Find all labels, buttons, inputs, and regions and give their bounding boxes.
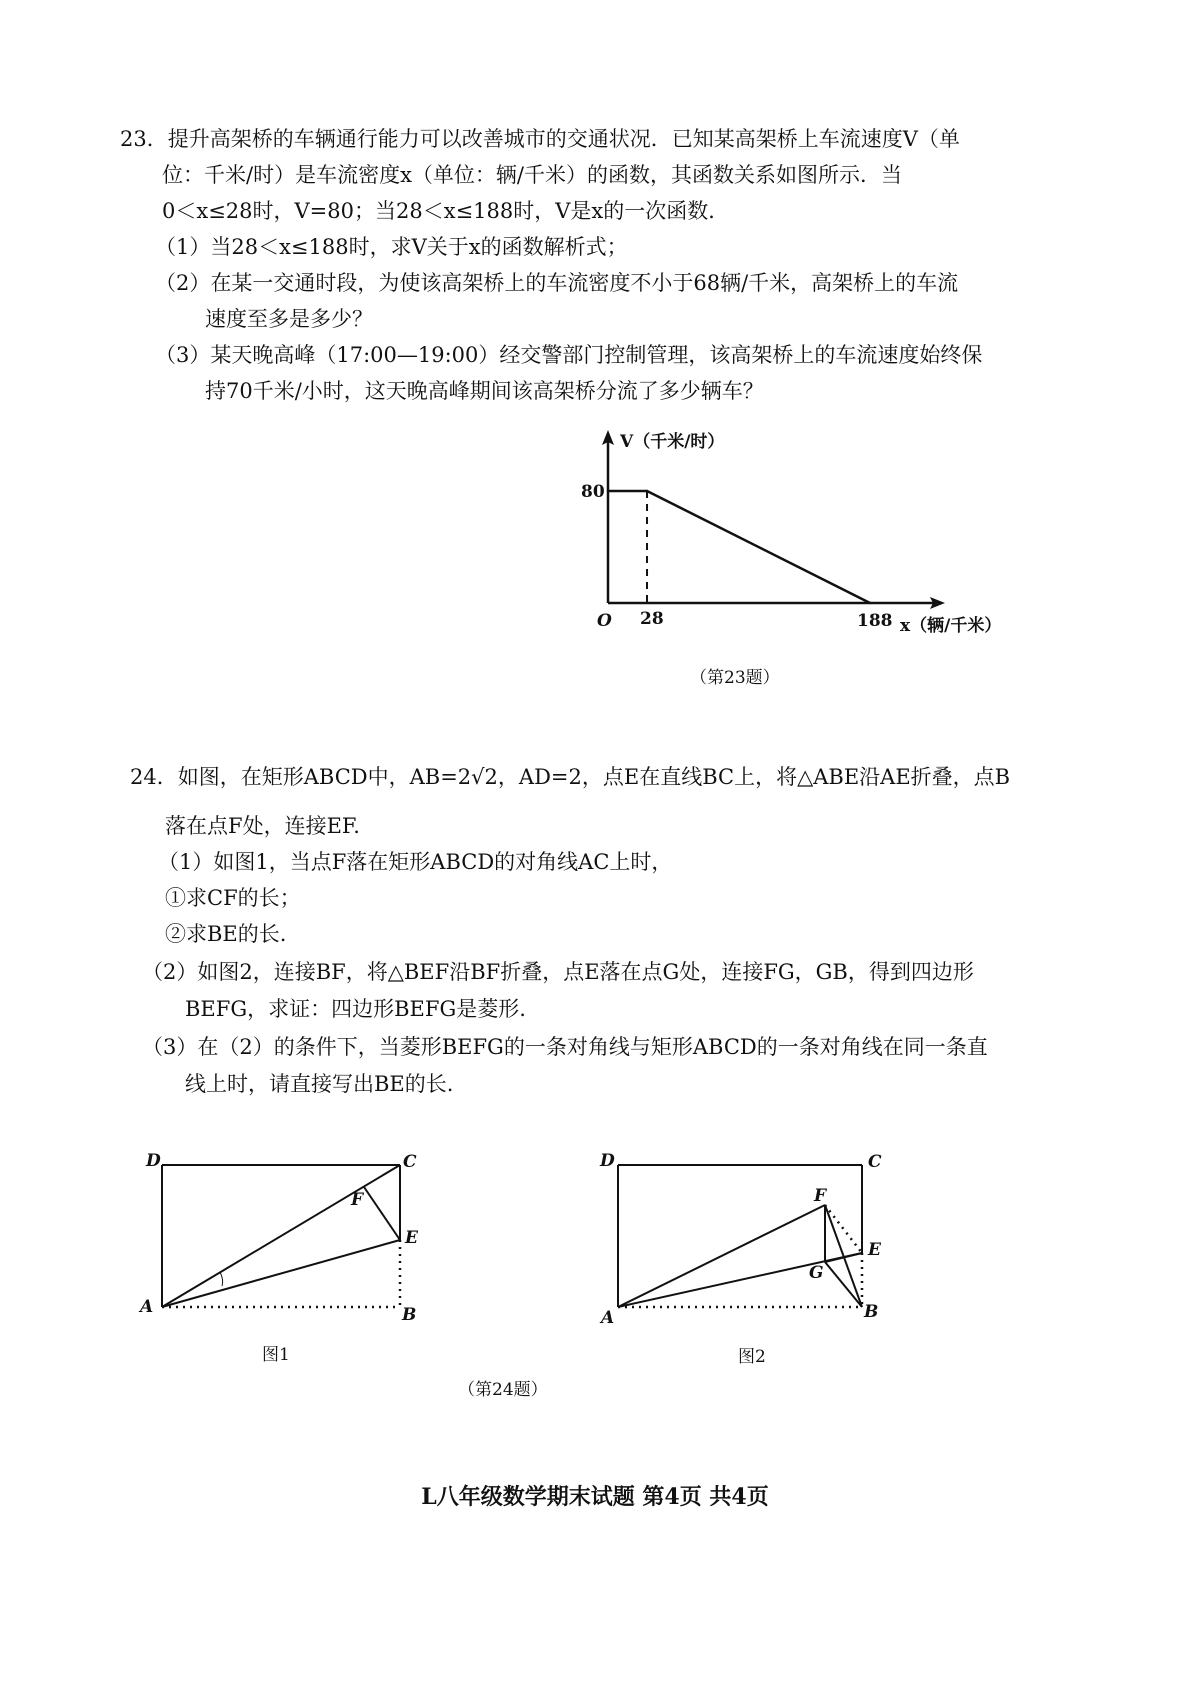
fig2-label-e: E bbox=[868, 1240, 881, 1260]
q24-line-1: 24．如图，在矩形ABCD中，AB=2√2，AD=2，点E在直线BC上，将△ABE沿AE折叠，点B bbox=[130, 765, 1011, 789]
q23-part-2-cont: 速度至多是多少？ bbox=[205, 307, 373, 331]
fig2-label-b: B bbox=[864, 1302, 879, 1322]
q24-part-2-cont: BEFG，求证：四边形BEFG是菱形. bbox=[185, 997, 526, 1021]
fig1-caption: 图1 bbox=[262, 1345, 290, 1365]
fig2-caption: 图2 bbox=[738, 1347, 766, 1367]
fig1-label-c: C bbox=[403, 1152, 417, 1172]
fig1-label-d: D bbox=[146, 1151, 161, 1171]
q24-part-2: （2）如图2，连接BF，将△BEF沿BF折叠，点E落在点G处，连接FG，GB，得到四边形 bbox=[142, 960, 974, 984]
q23-part-1: （1）当28＜x≤188时，求V关于x的函数解析式； bbox=[155, 235, 628, 259]
q24-part-1-sub-2: ②求BE的长. bbox=[165, 922, 287, 946]
chart-x-tick-188: 188 bbox=[857, 611, 893, 631]
chart-origin-label: O bbox=[597, 611, 612, 631]
q23-caption: （第23题） bbox=[690, 668, 780, 688]
fig2-segment-fb bbox=[825, 1205, 862, 1307]
q24-caption: （第24题） bbox=[458, 1380, 548, 1400]
fig1-label-a: A bbox=[140, 1297, 154, 1317]
fig2-segment-af bbox=[618, 1205, 825, 1307]
fig2-label-f: F bbox=[814, 1186, 827, 1206]
fig2-label-d: D bbox=[600, 1151, 615, 1171]
fig1-label-b: B bbox=[402, 1305, 417, 1325]
fig2-label-g: G bbox=[809, 1263, 824, 1283]
chart-x-tick-28: 28 bbox=[640, 609, 664, 629]
q23-line-1: 23．提升高架桥的车辆通行能力可以改善城市的交通状况．已知某高架桥上车流速度V（单 bbox=[120, 127, 960, 151]
chart-y-tick-80: 80 bbox=[581, 482, 605, 502]
q23-part-2: （2）在某一交通时段，为使该高架桥上的车流密度不小于68辆/千米，高架桥上的车流 bbox=[155, 271, 959, 295]
fig2-segment-fe bbox=[825, 1205, 862, 1253]
q24-part-1-sub-1: ①求CF的长； bbox=[165, 886, 301, 910]
chart-x-axis-label: x（辆/千米） bbox=[900, 616, 1002, 636]
q24-part-3: （3）在（2）的条件下，当菱形BEFG的一条对角线与矩形ABCD的一条对角线在同一条直 bbox=[142, 1035, 988, 1059]
q23-line-2: 位：千米/时）是车流密度x（单位：辆/千米）的函数，其函数关系如图所示．当 bbox=[162, 163, 902, 187]
fig1-label-e: E bbox=[405, 1228, 418, 1248]
fig2-label-a: A bbox=[601, 1308, 615, 1328]
page-footer: L八年级数学期末试题 第4页 共4页 bbox=[421, 1484, 769, 1510]
q24-part-1: （1）如图1，当点F落在矩形ABCD的对角线AC上时， bbox=[158, 850, 673, 874]
q24-line-2: 落在点F处，连接EF. bbox=[165, 814, 360, 838]
q23-line-3: 0＜x≤28时，V=80；当28＜x≤188时，V是x的一次函数． bbox=[162, 199, 730, 223]
q23-part-3: （3）某天晚高峰（17:00—19:00）经交警部门控制管理，该高架桥上的车流速度始终保 bbox=[155, 343, 983, 367]
q24-part-3-cont: 线上时，请直接写出BE的长. bbox=[185, 1072, 454, 1096]
fig2-label-c: C bbox=[868, 1152, 882, 1172]
fig1-label-f: F bbox=[351, 1190, 364, 1210]
q23-part-3-cont: 持70千米/小时，这天晚高峰期间该高架桥分流了多少辆车？ bbox=[205, 379, 764, 403]
chart-y-axis-label: V（千米/时） bbox=[620, 432, 725, 452]
fig2-segment-gb bbox=[825, 1262, 862, 1307]
